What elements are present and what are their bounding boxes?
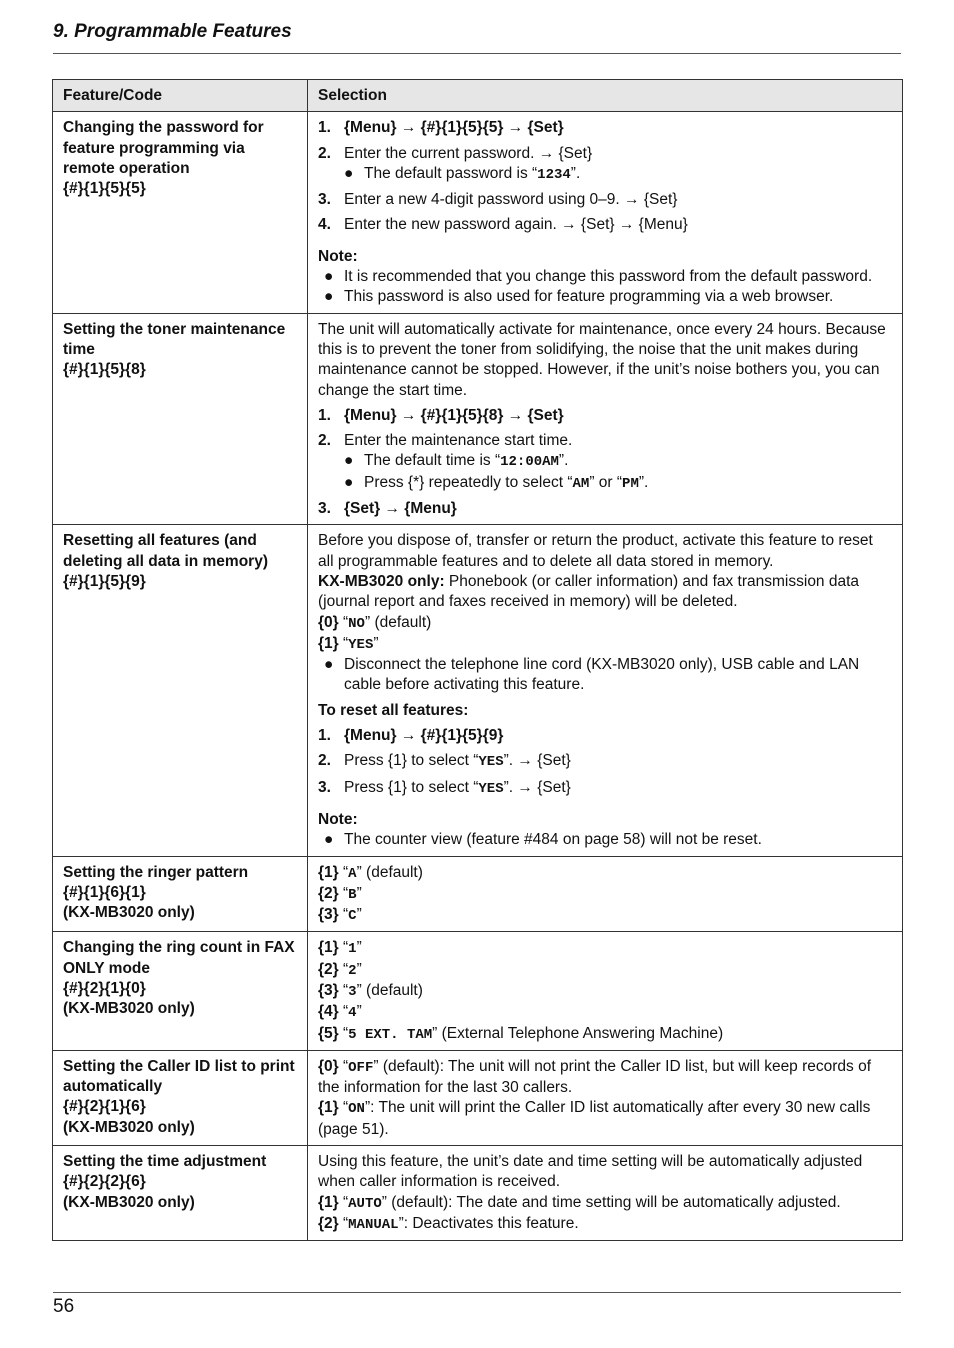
table-row <box>53 932 903 1050</box>
display-value: AM <box>572 475 590 492</box>
model-note: (KX-MB3020 only) <box>63 1000 195 1018</box>
key-label: {2} <box>318 1214 339 1232</box>
header-rule <box>53 53 901 54</box>
display-value: 5 EXT. TAM <box>348 1026 433 1043</box>
feature-cell <box>53 1050 308 1145</box>
step-text: ”. → {Set} <box>503 752 571 770</box>
table-row <box>53 313 903 525</box>
feature-code: {#}{2}{1}{0} <box>63 979 146 997</box>
table-row <box>53 1050 903 1145</box>
feature-cell <box>53 525 308 856</box>
key-label: {4} <box>318 1003 339 1021</box>
feature-code: {#}{2}{1}{6} <box>63 1098 146 1116</box>
feature-code: {#}{2}{2}{6} <box>63 1173 146 1191</box>
feature-name: Changing the password for feature programming via remote operation <box>63 119 264 177</box>
step-text: {Menu} → {#}{1}{5}{9} <box>344 727 504 745</box>
feature-name: Setting the Caller ID list to print automatically <box>63 1057 295 1096</box>
feature-name: Setting the time adjustment <box>63 1153 267 1171</box>
key-label: {5} <box>318 1024 339 1042</box>
column-header-selection: Selection <box>308 80 903 112</box>
description-text: Phonebook (or caller information) and fax transmission data (journal report and faxes received in memory) will be deleted. <box>318 572 860 611</box>
step-text: Enter the current password. → {Set} <box>344 144 593 162</box>
feature-cell <box>53 112 308 313</box>
feature-cell <box>53 932 308 1050</box>
display-value: C <box>348 908 357 925</box>
model-label: KX-MB3020 only: <box>318 572 445 590</box>
display-value: PM <box>622 475 639 492</box>
bullet-text: ” or “ <box>589 473 623 491</box>
selection-cell: 1. {Menu} → {#}{1}{5}{5} → {Set} 2. Enter the current password. → {Set} ● The default password is “1234”. 3. Enter a new 4-digit password using 0–9. → {Set} 4. Enter the new password again. → {Set} → {Menu} Note: ● It is recommended that you change this password from the default password. ● This password is also used for feature programming via a web browser. <box>308 112 903 313</box>
display-value: 4 <box>348 1005 357 1022</box>
display-value: 1234 <box>537 166 571 183</box>
display-value: ON <box>348 1101 365 1118</box>
description-text: The unit will automatically activate for maintenance, once every 24 hours. Because this is to prevent the toner from solidifying, the noise that the unit makes during maintenance cannot be stopped. However, if the unit’s noise bothers you, you can change the start time. <box>318 320 886 399</box>
key-label: {0} <box>318 613 339 631</box>
display-value: NO <box>348 615 365 632</box>
selection-cell: Before you dispose of, transfer or return the product, activate this feature to reset all programmable features and to delete all data stored in memory. KX-MB3020 only: Phonebook (or caller information) and fax transmission data (journal report and faxes received in memory) will be deleted. {0} “NO” (default) {1} “YES” ● Disconnect the telephone line cord (KX-MB3020 only), USB cable and LAN cable before activating this feature. To reset all features: 1. {Menu} → {#}{1}{5}{9} 2. Press {1} to select “YES”. → {Set} 3. Press {1} to select “YES”. → {Set} Note: ● The counter view (feature #484 on page 58) will not be reset. <box>308 525 903 856</box>
bullet-text: ”. <box>570 164 581 182</box>
key-label: {1} <box>318 939 339 957</box>
step-text: Enter the new password again. → {Set} → {Menu} <box>344 216 688 234</box>
feature-table <box>52 79 903 1241</box>
display-value: YES <box>348 636 374 653</box>
option-text: (default) <box>370 613 432 631</box>
section-title: 9. Programmable Features <box>53 21 292 42</box>
key-label: {3} <box>318 906 339 924</box>
step-text: {Menu} → {#}{1}{5}{5} → {Set} <box>344 119 564 137</box>
option-text: : The unit will print the Caller ID list automatically after every 30 new calls (page 51). <box>318 1099 871 1138</box>
column-header-feature: Feature/Code <box>53 80 308 112</box>
table-row <box>53 112 903 313</box>
step-text: ”. → {Set} <box>503 778 571 796</box>
display-value: YES <box>478 780 504 797</box>
display-value: 2 <box>348 962 357 979</box>
table-row <box>53 856 903 932</box>
table-row <box>53 1146 903 1241</box>
subsection-heading: To reset all features: <box>318 701 469 719</box>
display-value: AUTO <box>348 1195 382 1212</box>
key-label: {1} <box>318 1193 339 1211</box>
note-item: This password is also used for feature programming via a web browser. <box>344 288 834 306</box>
feature-name: Setting the ringer pattern <box>63 863 249 881</box>
selection-cell: Using this feature, the unit’s date and time setting will be automatically adjusted when caller information is received. {1} “AUTO” (default): The date and time setting will be automatically adjusted. {2} “MANUAL”: Deactivates this feature. <box>308 1146 903 1241</box>
step-text: Enter the maintenance start time. <box>344 432 573 450</box>
display-value: OFF <box>348 1059 374 1076</box>
display-value: 1 <box>348 941 357 958</box>
option-text: (default): The date and time setting will be automatically adjusted. <box>386 1193 841 1211</box>
description-text: Before you dispose of, transfer or return the product, activate this feature to reset all programmable features and to delete all data stored in memory. <box>318 532 873 570</box>
step-text: {Menu} → {#}{1}{5}{8} → {Set} <box>344 406 564 424</box>
feature-code: {#}{1}{5}{8} <box>63 361 146 379</box>
selection-cell: {0} “OFF” (default): The unit will not print the Caller ID list, but will keep records of the information for the last 30 callers. {1} “ON”: The unit will print the Caller ID list automatically after every 30 new calls (page 51). <box>308 1050 903 1145</box>
bullet-text: The default password is “ <box>364 164 538 182</box>
feature-code: {#}{1}{5}{9} <box>63 572 146 590</box>
feature-name: Setting the toner maintenance time <box>63 320 286 358</box>
feature-cell <box>53 856 308 932</box>
selection-cell: The unit will automatically activate for maintenance, once every 24 hours. Because this is to prevent the toner from solidifying, the noise that the unit makes during maintenance cannot be stopped. However, if the unit’s noise bothers you, you can change the start time. 1. {Menu} → {#}{1}{5}{8} → {Set} 2. Enter the maintenance start time. ● The default time is “12:00AM”. ● Press {*} repeatedly to select “AM” or “PM”. 3. {Set} → {Menu} <box>308 313 903 525</box>
footer-rule <box>53 1292 901 1293</box>
feature-code: {#}{1}{6}{1} <box>63 883 146 901</box>
model-note: (KX-MB3020 only) <box>63 1118 195 1136</box>
key-label: {1} <box>318 1099 339 1117</box>
bullet-text: Press {*} repeatedly to select “ <box>364 473 573 491</box>
page-number: 56 <box>53 1296 75 1317</box>
option-text: (default): The unit will not print the Caller ID list, but will keep records of the information for the last 30 callers. <box>318 1057 872 1097</box>
model-note: (KX-MB3020 only) <box>63 904 195 922</box>
bullet-text: ”. <box>558 452 569 470</box>
display-value: 12:00AM <box>500 454 559 471</box>
note-item: The counter view (feature #484 on page 58) will not be reset. <box>344 831 762 849</box>
note-heading: Note: <box>318 810 358 828</box>
option-text: (External Telephone Answering Machine) <box>437 1024 724 1042</box>
key-label: {2} <box>318 884 339 902</box>
display-value: YES <box>478 754 504 771</box>
feature-cell <box>53 313 308 525</box>
step-text: Press {1} to select “ <box>344 752 479 770</box>
note-item: It is recommended that you change this password from the default password. <box>344 268 873 286</box>
bullet-text: Disconnect the telephone line cord (KX-MB3020 only), USB cable and LAN cable before activating this feature. <box>344 656 860 694</box>
option-text: : Deactivates this feature. <box>403 1214 579 1232</box>
key-label: {1} <box>318 634 339 652</box>
step-text: {Set} → {Menu} <box>344 500 457 518</box>
selection-cell: {1} “1” {2} “2” {3} “3” (default) {4} “4” {5} “5 EXT. TAM” (External Telephone Answering Machine) <box>308 932 903 1050</box>
step-text: Enter a new 4-digit password using 0–9. → {Set} <box>344 191 678 209</box>
step-text: Press {1} to select “ <box>344 778 479 796</box>
display-value: MANUAL <box>348 1216 399 1233</box>
bullet-text: ”. <box>638 473 649 491</box>
table-row <box>53 525 903 856</box>
display-value: B <box>348 886 357 903</box>
feature-cell <box>53 1146 308 1241</box>
feature-name: Changing the ring count in FAX ONLY mode <box>63 939 295 977</box>
key-label: {1} <box>318 863 339 881</box>
display-value: 3 <box>348 983 357 1000</box>
description-text: Using this feature, the unit’s date and time setting will be automatically adjusted when caller information is received. <box>318 1153 863 1191</box>
model-note: (KX-MB3020 only) <box>63 1193 195 1211</box>
display-value: A <box>348 865 357 882</box>
table-header-row <box>53 80 903 112</box>
selection-cell: {1} “A” (default) {2} “B” {3} “C” <box>308 856 903 932</box>
feature-code: {#}{1}{5}{5} <box>63 180 146 198</box>
key-label: {0} <box>318 1057 339 1075</box>
option-text: (default) <box>361 863 423 881</box>
feature-name: Resetting all features (and deleting all data in memory) <box>63 532 268 570</box>
bullet-text: The default time is “ <box>364 452 501 470</box>
key-label: {2} <box>318 960 339 978</box>
note-heading: Note: <box>318 247 358 265</box>
option-text: (default) <box>361 981 423 999</box>
key-label: {3} <box>318 981 339 999</box>
